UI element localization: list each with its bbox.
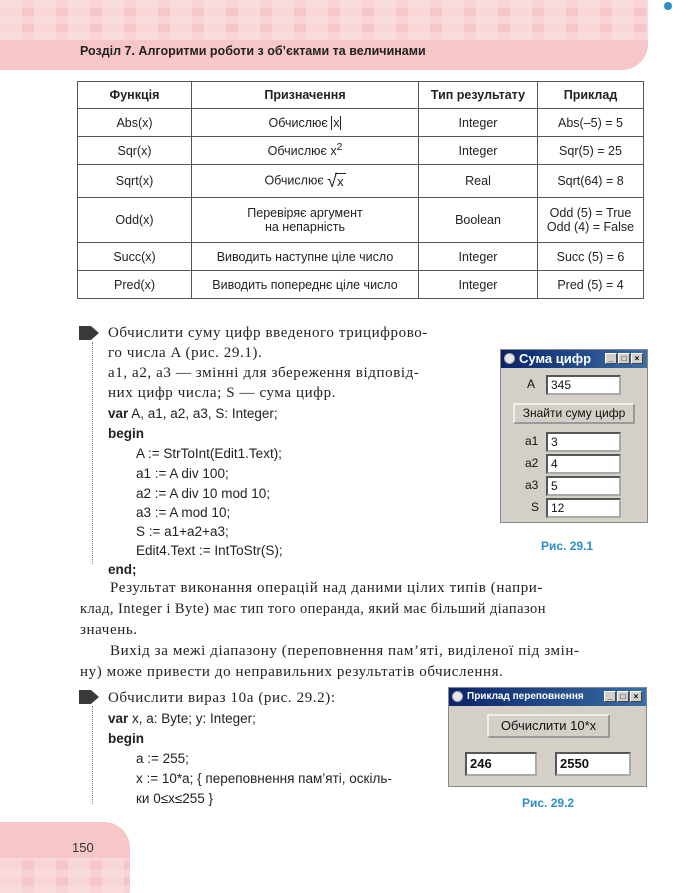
purpose-line: Перевіряє аргумент [247, 206, 363, 220]
table-row [78, 165, 644, 198]
example-line: Odd (4) = False [546, 220, 635, 234]
paragraph-line: значень. [80, 622, 138, 638]
cell-purpose: Виводить попереднє ціле число [192, 271, 419, 299]
find-sum-button[interactable]: Знайти суму цифр [513, 403, 635, 424]
keyword-end: end; [108, 562, 137, 577]
table-row [78, 271, 644, 299]
figure-caption: Рис. 29.2 [522, 796, 575, 810]
code-text: x, a: Byte; y: Integer; [128, 711, 256, 726]
cell-function: Sqrt(x) [78, 165, 192, 198]
code-line: x := 10*a; { переповнення пам’яті, оскіль- [136, 771, 392, 786]
code-line: a1 := A div 100; [136, 466, 229, 481]
sum-digits-window [500, 349, 648, 523]
task-text-line: Обчислити суму цифр введеного трицифрово- [108, 325, 428, 341]
paragraph-line: ну) може привести до неправильних результатів обчислення. [80, 664, 504, 680]
task-text-line: го числа A (рис. 29.1). [108, 345, 263, 361]
table-header-row [78, 82, 644, 109]
window-titlebar [449, 688, 646, 706]
purpose-text: Обчислює [268, 115, 332, 130]
functions-table [77, 81, 644, 299]
cell-example: Sqr(5) = 25 [538, 137, 644, 165]
purpose-line: на непарність [264, 220, 346, 234]
table-row [78, 137, 644, 165]
label-a3: a3 [525, 478, 539, 492]
task-text-line: них цифр числа; S — сума цифр. [108, 385, 337, 401]
sqrt-argument: x [337, 174, 344, 189]
example-arrow-icon [79, 326, 99, 340]
cell-example: Pred (5) = 4 [538, 271, 644, 299]
input-y[interactable]: 2550 [555, 752, 631, 776]
cell-function: Pred(x) [78, 271, 192, 299]
cell-function: Succ(x) [78, 243, 192, 271]
cell-example [538, 198, 644, 243]
paragraph-line: Результат виконання операцій над даними цілих типів (напри- [110, 580, 544, 596]
footer-band [0, 822, 130, 893]
cell-type: Integer [419, 271, 538, 299]
cell-example: Abs(–5) = 5 [538, 109, 644, 137]
cell-example: Sqrt(64) = 8 [538, 165, 644, 198]
input-s[interactable]: 12 [546, 498, 621, 518]
overflow-example-window [448, 687, 647, 787]
cell-function: Abs(x) [78, 109, 192, 137]
label-s: S [531, 500, 540, 514]
example-bracket-line [92, 342, 93, 564]
code-line: a := 255; [136, 751, 189, 766]
label-a1: a1 [525, 434, 539, 448]
close-icon[interactable]: × [631, 353, 643, 364]
superscript: 2 [336, 142, 343, 154]
code-line: a3 := A mod 10; [136, 505, 231, 520]
page-number: 150 [72, 840, 94, 855]
code-line-var [108, 406, 278, 421]
window-title: Сума цифр [519, 351, 592, 366]
header-pattern [0, 0, 648, 40]
cell-type: Integer [419, 109, 538, 137]
purpose-text: Обчислює x [267, 144, 337, 159]
task-text-line: a1, a2, a3 — змінні для збереження відповід- [108, 365, 420, 381]
minimize-icon[interactable]: _ [604, 691, 616, 702]
cell-type: Boolean [419, 198, 538, 243]
paragraph-line: Вихід за межі діапазону (переповнення пам’яті, виділеної під змін- [110, 643, 580, 659]
table-row [78, 109, 644, 137]
col-header-type: Тип результату [419, 82, 538, 109]
cell-type: Integer [419, 243, 538, 271]
code-text: A, a1, a2, a3, S: Integer; [128, 406, 278, 421]
publisher-logo [664, 2, 698, 14]
header-band [0, 0, 648, 70]
label-a2: a2 [525, 456, 539, 470]
task-text-line: Обчислити вираз 10a (рис. 29.2): [108, 690, 336, 706]
input-a1[interactable]: 3 [546, 432, 621, 452]
code-line: a2 := A div 10 mod 10; [136, 486, 270, 501]
code-line: A := StrToInt(Edit1.Text); [136, 446, 282, 461]
keyword-begin: begin [108, 731, 144, 746]
keyword-begin: begin [108, 426, 144, 441]
cell-example: Succ (5) = 6 [538, 243, 644, 271]
cell-type: Integer [419, 137, 538, 165]
code-line: Edit4.Text := IntToStr(S); [136, 543, 283, 558]
table-row [78, 243, 644, 271]
maximize-icon[interactable]: □ [618, 353, 630, 364]
input-a[interactable]: 345 [546, 375, 621, 395]
cell-function: Odd(x) [78, 198, 192, 243]
app-icon [504, 353, 515, 364]
cell-purpose: Виводить наступне ціле число [192, 243, 419, 271]
paragraph-line: клад, Integer і Byte) має тип того операнда, який має більший діапазон [80, 601, 546, 617]
code-line-var [108, 711, 256, 726]
code-line: S := a1+a2+a3; [136, 524, 229, 539]
label-a: A [527, 377, 536, 391]
calculate-button[interactable]: Обчислити 10*x [487, 714, 610, 738]
example-bracket-line [92, 706, 93, 804]
cell-type: Real [419, 165, 538, 198]
window-titlebar [501, 350, 647, 368]
abs-notation: x [333, 115, 340, 130]
close-icon[interactable]: × [630, 691, 642, 702]
cell-purpose [192, 165, 419, 198]
input-a3[interactable]: 5 [546, 476, 621, 496]
window-title: Приклад переповнення [467, 691, 584, 702]
cell-function: Sqr(x) [78, 137, 192, 165]
col-header-purpose: Призначення [192, 82, 419, 109]
input-a2[interactable]: 4 [546, 454, 621, 474]
sqrt-icon: √ [327, 171, 338, 191]
table-row [78, 198, 644, 243]
cell-purpose [192, 109, 419, 137]
keyword-var: var [108, 711, 129, 726]
footer-pattern [0, 858, 130, 893]
maximize-icon[interactable]: □ [617, 691, 629, 702]
cell-purpose [192, 137, 419, 165]
col-header-example: Приклад [538, 82, 644, 109]
example-arrow-icon [79, 690, 99, 704]
minimize-icon[interactable]: _ [605, 353, 617, 364]
col-header-function: Функція [78, 82, 192, 109]
app-icon [452, 691, 463, 702]
cell-purpose [192, 198, 419, 243]
figure-caption: Рис. 29.1 [541, 539, 594, 553]
input-x[interactable]: 246 [465, 752, 537, 776]
code-line: ки 0≤x≤255 } [136, 791, 214, 806]
chapter-title: Розділ 7. Алгоритми роботи з об’єктами та величинами [80, 44, 426, 58]
purpose-text: Обчислює [264, 173, 328, 188]
keyword-var: var [108, 406, 129, 421]
example-line: Odd (5) = True [549, 206, 632, 220]
